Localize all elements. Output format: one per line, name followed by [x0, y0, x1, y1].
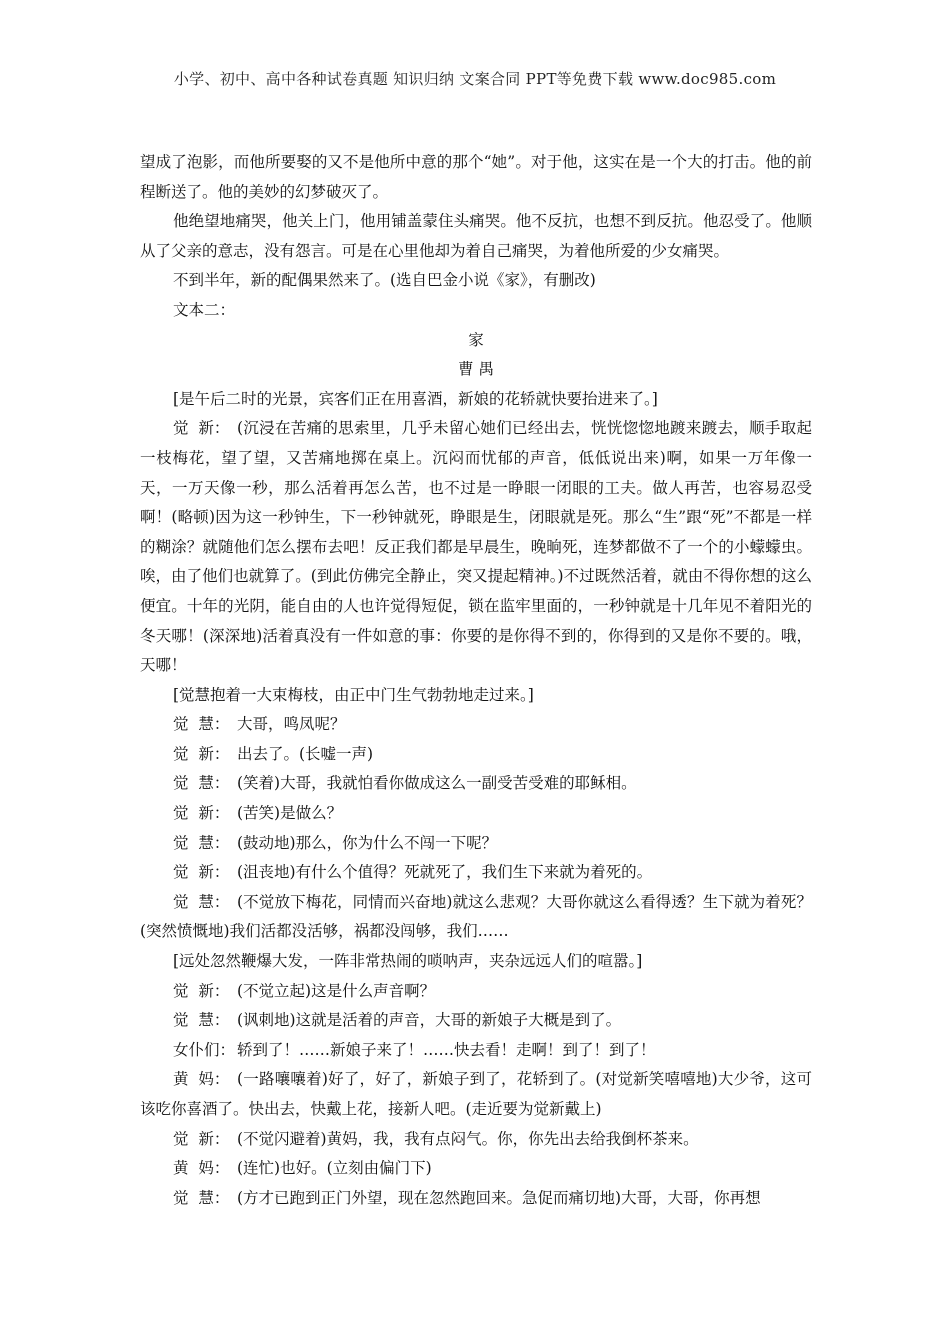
speaker-name: 觉 慧： [173, 1011, 230, 1030]
paragraph-text1-2: 他绝望地痛哭，他关上门，他用铺盖蒙住头痛哭。他不反抗，也想不到反抗。他忍受了。他顺从了父亲的意志，没有怨言。可是在心里他却为着自己痛哭，为着他所爱的少女痛哭。 [140, 212, 812, 260]
paragraph-text1-1: 望成了泡影，而他所要娶的又不是他所中意的那个“她”。对于他，这实在是一个大的打击。他的前程断送了。他的美妙的幻梦破灭了。 [140, 153, 812, 201]
speaker-name: 黄 妈： [173, 1159, 230, 1178]
dialogue-text: (不觉立起)这是什么声音啊？ [237, 981, 436, 1000]
dialogue-line [140, 710, 812, 740]
dialogue-line [140, 740, 812, 770]
dialogue-line [140, 829, 812, 859]
dialogue-text: (笑着)大哥，我就怕看你做成这么一副受苦受难的耶稣相。 [237, 774, 637, 793]
dialogue-line [140, 1036, 812, 1066]
document-body [140, 148, 812, 1213]
dialogue-text: 大哥，鸣凤呢？ [237, 715, 346, 734]
dialogue-text: (沉浸在苦痛的思索里，几乎未留心她们已经出去，恍恍惚惚地踱来踱去，顺手取起一枝梅花，望了望，又苦痛地掷在桌上。沉闷而忧郁的声音，低低说出来)啊，如果一万年像一天，一万天像一秒，那么活着再怎么苦，也不过是一睁眼一闭眼的工夫。做人再苦，也容易忍受啊！(略顿)因为这一秒钟生，下一秒钟就死，睁眼是生，闭眼就是死。那么“生”跟“死”不都是一样的糊涂？就随他们怎么摆布去吧！反正我们都是早晨生，晚晌死，连梦都做不了一个的小蠓蠓虫。唉，由了他们也就算了。(到此仿佛完全静止，突又提起精神。)不过既然活着，就由不得你想的这么便宜。十年的光阴，能自由的人也许觉得短促，锁在监牢里面的，一秒钟就是十几年见不着阳光的冬天哪！(深深地)活着真没有一件如意的事：你要的是你得不到的，你得到的又是你不要的。哦，天哪！ [140, 419, 812, 675]
play-title: 家 [468, 330, 484, 349]
dialogue-text: (鼓动地)那么，你为什么不闯一下呢？ [237, 833, 498, 852]
speaker-name: 觉 慧： [173, 892, 230, 911]
speaker-name: 觉 新： [173, 744, 230, 763]
dialogue-text: (一路嚷嚷着)好了，好了，新娘子到了，花轿到了。(对觉新笑嘻嘻地)大少爷，这可该吃你喜酒了。快出去，快戴上花，接新人吧。(走近要为觉新戴上) [140, 1070, 812, 1118]
speaker-name: 觉 新： [173, 1129, 230, 1148]
dialogue-line [140, 888, 812, 947]
play-author: 曹 禺 [458, 360, 494, 379]
page-header: 小学、初中、高中各种试卷真题 知识归纳 文案合同 PPT等免费下载 www.doc985.com [173, 70, 777, 88]
dialogue-line [140, 858, 812, 888]
speaker-name: 女仆们： [173, 1040, 236, 1059]
speaker-name: 觉 新： [173, 419, 230, 438]
dialogue-line [140, 977, 812, 1007]
speaker-name: 觉 新： [173, 863, 230, 882]
dialogue-text: (连忙)也好。(立刻由偏门下) [237, 1159, 432, 1178]
speaker-name: 觉 慧： [173, 715, 230, 734]
dialogue-line [140, 1125, 812, 1155]
speaker-name: 觉 新： [173, 804, 230, 823]
dialogue-line [140, 414, 812, 680]
dialogue-text: (苦笑)是做么？ [237, 804, 343, 823]
speaker-name: 觉 慧： [173, 774, 230, 793]
dialogue-text: (讽刺地)这就是活着的声音，大哥的新娘子大概是到了。 [237, 1011, 622, 1030]
dialogue-text: (方才已跑到正门外望，现在忽然跑回来。急促而痛切地)大哥，大哥，你再想 [237, 1188, 761, 1207]
dialogue-line [140, 799, 812, 829]
stage-direction: [远处忽然鞭爆大发，一阵非常热闹的唢呐声，夹杂远远人们的喧嚣。] [173, 952, 643, 971]
speaker-name: 觉 慧： [173, 1188, 230, 1207]
stage-direction: [觉慧抱着一大束梅枝，由正中门生气勃勃地走过来。] [173, 685, 534, 704]
dialogue-line [140, 1154, 812, 1184]
stage-direction: [是午后二时的光景，宾客们正在用喜酒，新娘的花轿就快要抬进来了。] [173, 389, 658, 408]
dialogue-text: 出去了。(长嘘一声) [237, 744, 374, 763]
dialogue-line [140, 1006, 812, 1036]
speaker-name: 黄 妈： [173, 1070, 230, 1089]
speaker-name: 觉 新： [173, 981, 230, 1000]
dialogue-line [140, 1065, 812, 1124]
dialogue-line [140, 1184, 812, 1214]
dialogue-text: 轿到了！……新娘子来了！……快去看！走啊！到了！到了！ [237, 1040, 656, 1059]
dialogue-line [140, 769, 812, 799]
dialogue-text: (不觉放下梅花，同情而兴奋地)就这么悲观？大哥你就这么看得透？生下就为着死？(突然愤慨地)我们活都没活够，祸都没闯够，我们…… [140, 892, 812, 941]
paragraph-text1-3: 不到半年，新的配偶果然来了。(选自巴金小说《家》，有删改) [173, 271, 596, 290]
dialogue-text: (沮丧地)有什么个值得？死就死了，我们生下来就为着死的。 [237, 863, 653, 882]
speaker-name: 觉 慧： [173, 833, 230, 852]
dialogue-text: (不觉闪避着)黄妈，我，我有点闷气。你，你先出去给我倒杯茶来。 [237, 1129, 699, 1148]
section-label: 文本二： [173, 300, 236, 319]
